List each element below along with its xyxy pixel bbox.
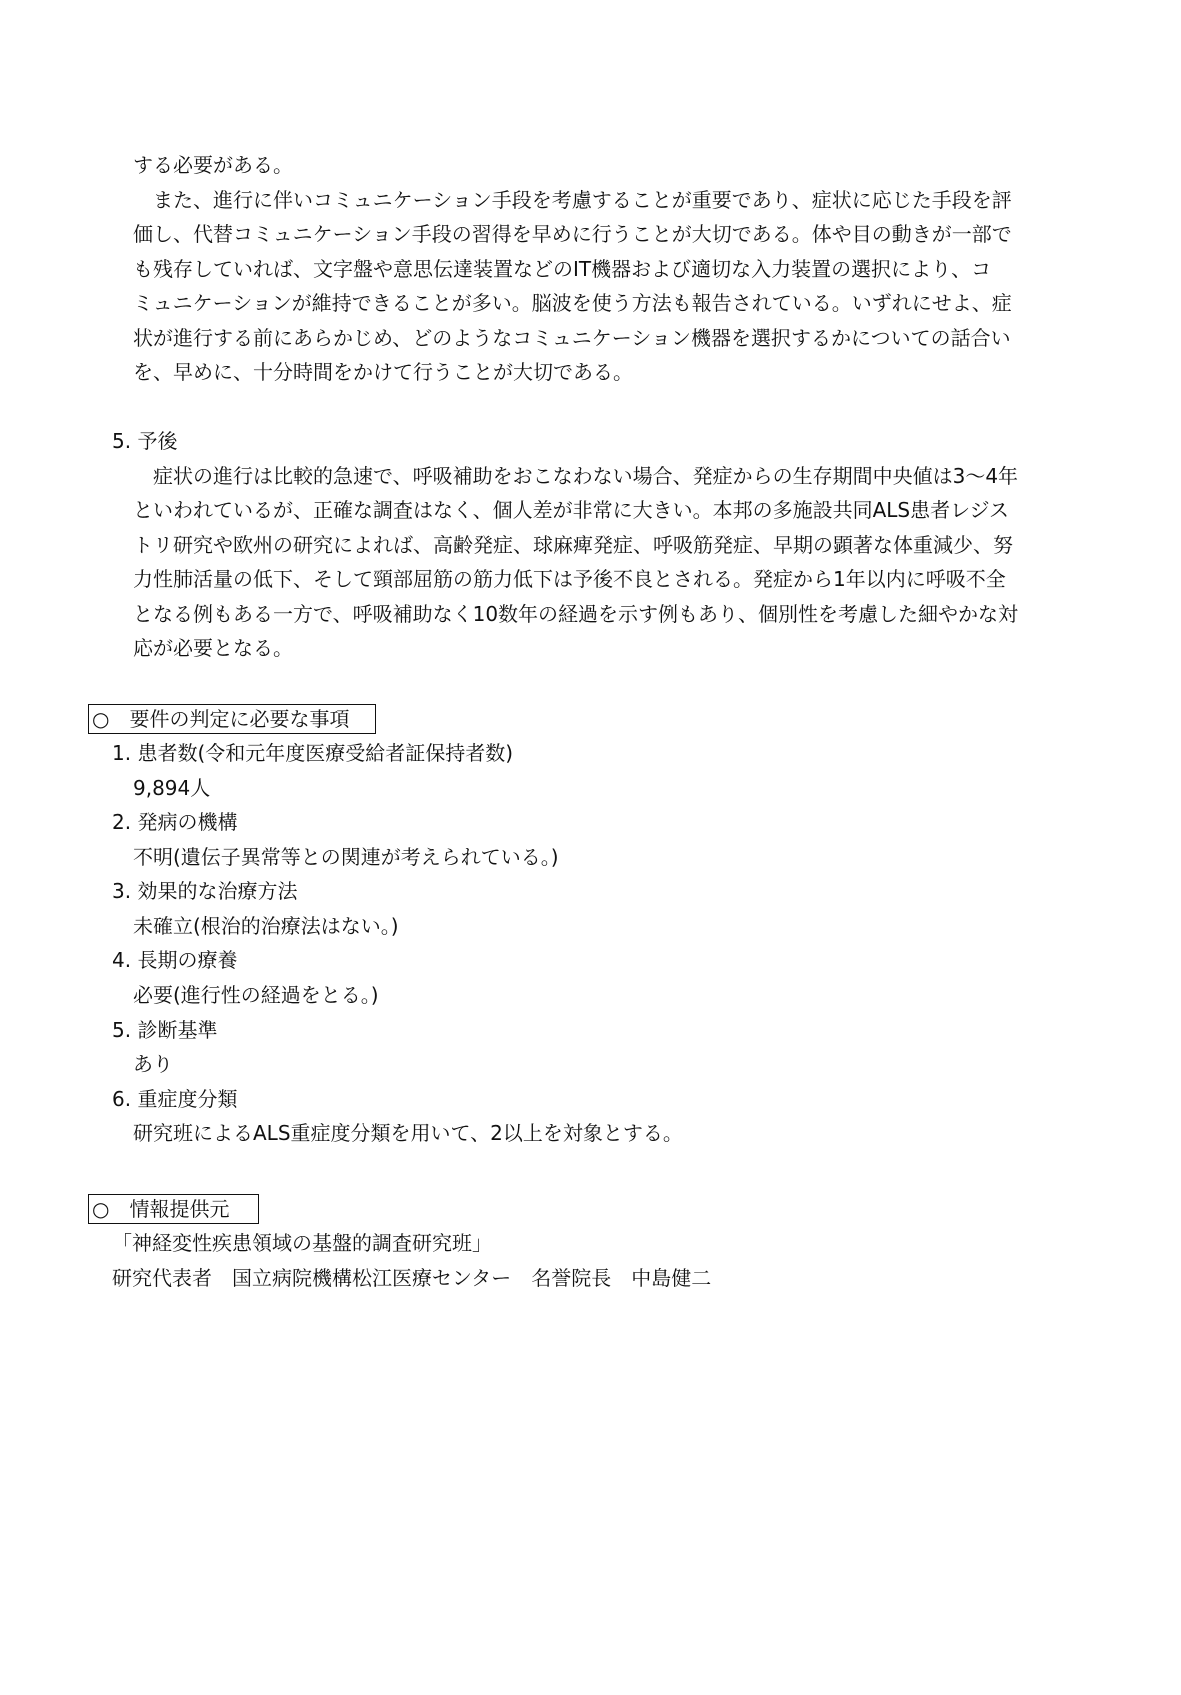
item-value: あり xyxy=(133,1052,173,1076)
item-value: 研究班によるALS重症度分類を用いて、2以上を対象とする。 xyxy=(133,1121,683,1145)
item-label: 5. 診断基準 xyxy=(112,1018,218,1042)
item-label: 1. 患者数(令和元年度医療受給者証保持者数) xyxy=(112,741,514,765)
item-value: 未確立(根治的治療法はない。) xyxy=(133,914,399,938)
paragraph-line: となる例もある一方で、呼吸補助なく10数年の経過を示す例もあり、個別性を考慮した細やかな対 xyxy=(133,602,1019,626)
paragraph-line: も残存していれば、文字盤や意思伝達装置などのIT機器および適切な入力装置の選択により、コ xyxy=(133,257,992,281)
paragraph-line: 状が進行する前にあらかじめ、どのようなコミュニケーション機器を選択するかについての話合い xyxy=(133,326,1011,350)
paragraph-line: 力性肺活量の低下、そして頸部屈筋の筋力低下は予後不良とされる。発症から1年以内に呼吸不全 xyxy=(133,567,1006,591)
section-heading: ○ 情報提供元 xyxy=(92,1197,230,1221)
item-label: 2. 発病の機構 xyxy=(112,810,238,834)
research-group: 「神経変性疾患領域の基盤的調査研究班」 xyxy=(112,1231,492,1255)
paragraph-line: トリ研究や欧州の研究によれば、高齢発症、球麻痺発症、呼吸筋発症、早期の顕著な体重減少、努 xyxy=(133,533,1013,557)
paragraph-line: といわれているが、正確な調査はなく、個人差が非常に大きい。本邦の多施設共同ALS患者レジス xyxy=(133,498,1010,522)
paragraph-line: 価し、代替コミュニケーション手段の習得を早めに行うことが大切である。体や目の動きが一部で xyxy=(133,222,1012,246)
item-value: 9,894人 xyxy=(133,776,211,800)
item-label: 4. 長期の療養 xyxy=(112,948,238,972)
item-value: 不明(遺伝子異常等との関連が考えられている。) xyxy=(133,845,559,869)
paragraph-line: 応が必要となる。 xyxy=(133,636,293,660)
paragraph-line: 症状の進行は比較的急速で、呼吸補助をおこなわない場合、発症からの生存期間中央値は3～4年 xyxy=(133,464,1019,488)
item-value: 必要(進行性の経過をとる。) xyxy=(133,983,379,1007)
paragraph-line: また、進行に伴いコミュニケーション手段を考慮することが重要であり、症状に応じた手段を評 xyxy=(133,188,1012,212)
paragraph-line: を、早めに、十分時間をかけて行うことが大切である。 xyxy=(133,360,633,384)
paragraph-line: ミュニケーションが維持できることが多い。脳波を使う方法も報告されている。いずれにせよ、症 xyxy=(133,291,1012,315)
item-label: 6. 重症度分類 xyxy=(112,1087,238,1111)
section-heading: ○ 要件の判定に必要な事項 xyxy=(92,707,350,731)
representative: 研究代表者 国立病院機構松江医療センター 名誉院長 中島健二 xyxy=(112,1266,712,1290)
section-heading: 5. 予後 xyxy=(112,429,178,453)
item-label: 3. 効果的な治療方法 xyxy=(112,879,298,903)
paragraph-line: する必要がある。 xyxy=(133,153,293,177)
